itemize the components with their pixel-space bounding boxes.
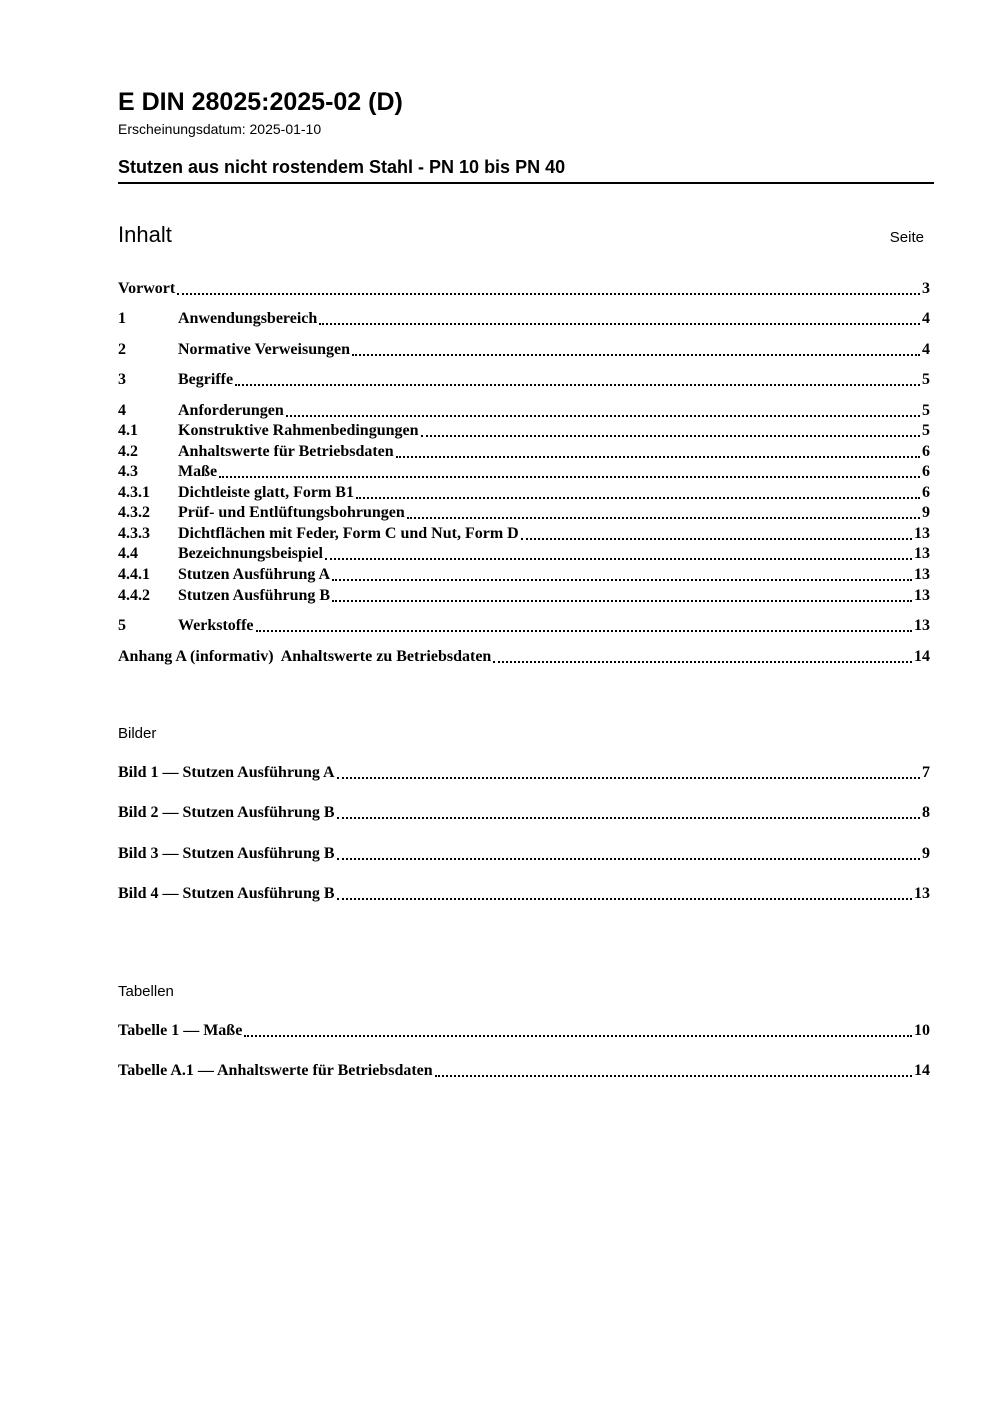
toc-entry-4-4[interactable]	[118, 544, 930, 564]
toc-entry-4[interactable]	[118, 401, 930, 421]
toc-entry-title: Bezeichnungsbeispiel	[178, 545, 323, 562]
leader-dots	[407, 513, 920, 519]
toc-entry-page: 13	[914, 617, 930, 634]
toc-entry-4-3-3[interactable]	[118, 524, 930, 544]
toc-entry-page: 6	[922, 484, 930, 501]
toc-entry-title: Anhaltswerte für Betriebsdaten	[178, 443, 394, 460]
page-column-label: Seite	[889, 229, 924, 246]
toc-entry-number: 4.4	[118, 545, 138, 562]
toc-entry-4-2[interactable]	[118, 442, 930, 462]
toc-entry-page: 13	[914, 587, 930, 604]
toc-entry-page: 14	[914, 648, 930, 665]
publication-date: Erscheinungsdatum: 2025-01-10	[118, 121, 322, 137]
figure-entry-page: 8	[922, 804, 930, 821]
toc-entry-2[interactable]	[118, 340, 930, 360]
toc-heading: Inhalt	[118, 222, 172, 247]
leader-dots	[286, 411, 920, 417]
toc-entry-page: 4	[922, 341, 930, 358]
toc-entry-title: Dichtleiste glatt, Form B1	[178, 484, 354, 501]
figure-entry-4[interactable]	[118, 884, 930, 904]
toc-entry-title: Anwendungsbereich	[178, 310, 318, 327]
toc-entry-number: 3	[118, 371, 126, 388]
toc-entry-title: Vorwort	[118, 280, 176, 297]
figure-entry-page: 7	[922, 764, 930, 781]
toc-entry-title: Normative Verweisungen	[178, 341, 350, 358]
leader-dots	[521, 534, 912, 540]
toc-entry-title: Werkstoffe	[178, 617, 254, 634]
figure-entry-title: Bild 2 — Stutzen Ausführung B	[118, 804, 335, 821]
leader-dots	[319, 319, 920, 325]
figure-entry-title: Bild 4 — Stutzen Ausführung B	[118, 885, 335, 902]
table-entry-title: Tabelle A.1 — Anhaltswerte für Betriebsdaten	[118, 1062, 433, 1079]
leader-dots	[337, 813, 920, 819]
table-entry-a1[interactable]	[118, 1061, 930, 1081]
toc-entry-number: 4.3.2	[118, 504, 150, 521]
toc-entry-1[interactable]	[118, 309, 930, 329]
header-rule	[118, 182, 934, 184]
toc-entry-4-3[interactable]	[118, 462, 930, 482]
toc-entry-page: 13	[914, 545, 930, 562]
toc-entry-number: 4.1	[118, 422, 138, 439]
figure-entry-page: 9	[922, 845, 930, 862]
figure-entry-page: 13	[914, 885, 930, 902]
leader-dots	[396, 452, 920, 458]
toc-entry-number: 4	[118, 402, 126, 419]
toc-entry-number: 2	[118, 341, 126, 358]
leader-dots	[325, 554, 912, 560]
toc-entry-title: Begriffe	[178, 371, 234, 388]
leader-dots	[493, 657, 912, 663]
leader-dots	[244, 1031, 912, 1037]
toc-entry-number: 4.3	[118, 463, 138, 480]
document-subject: Stutzen aus nicht rostendem Stahl - PN 10 bis PN 40	[118, 157, 566, 177]
leader-dots	[219, 472, 920, 478]
leader-dots	[352, 350, 920, 356]
figure-entry-title: Bild 3 — Stutzen Ausführung B	[118, 845, 335, 862]
toc-entry-3[interactable]	[118, 370, 930, 390]
toc-entry-4-1[interactable]	[118, 421, 930, 441]
table-entry-1[interactable]	[118, 1021, 930, 1041]
toc-entry-page: 6	[922, 443, 930, 460]
leader-dots	[337, 773, 920, 779]
toc-entry-number: 1	[118, 310, 126, 327]
toc-entry-title: Dichtflächen mit Feder, Form C und Nut, Form D	[178, 525, 519, 542]
toc-entry-title: Prüf- und Entlüftungsbohrungen	[178, 504, 405, 521]
toc-entry-4-4-2[interactable]	[118, 586, 930, 606]
leader-dots	[256, 626, 912, 632]
leader-dots	[337, 894, 912, 900]
leader-dots	[337, 854, 920, 860]
toc-entry-page: 13	[914, 525, 930, 542]
figure-entry-title: Bild 1 — Stutzen Ausführung A	[118, 764, 335, 781]
table-entry-title: Tabelle 1 — Maße	[118, 1022, 243, 1039]
toc-entry-title: Stutzen Ausführung B	[178, 587, 331, 604]
toc-entry-number: 4.3.3	[118, 525, 150, 542]
figures-heading: Bilder	[118, 725, 157, 742]
figure-entry-3[interactable]	[118, 844, 930, 864]
toc-entry-anhang-a[interactable]	[118, 647, 930, 667]
leader-dots	[421, 431, 921, 437]
toc-entry-5[interactable]	[118, 616, 930, 636]
toc-entry-page: 5	[922, 402, 930, 419]
toc-entry-title: Anforderungen	[178, 402, 284, 419]
document-title: E DIN 28025:2025-02 (D)	[118, 88, 403, 116]
toc-entry-page: 4	[922, 310, 930, 327]
toc-entry-page: 6	[922, 463, 930, 480]
toc-entry-page: 9	[922, 504, 930, 521]
toc-entry-number: 5	[118, 617, 126, 634]
leader-dots	[235, 380, 920, 386]
toc-entry-number: 4.4.1	[118, 566, 150, 583]
toc-entry-title: Stutzen Ausführung A	[178, 566, 331, 583]
table-entry-page: 14	[914, 1062, 930, 1079]
leader-dots	[332, 596, 912, 602]
tables-heading: Tabellen	[118, 983, 174, 1000]
toc-entry-title: Konstruktive Rahmenbedingungen	[178, 422, 419, 439]
leader-dots	[356, 493, 920, 499]
toc-entry-4-3-2[interactable]	[118, 503, 930, 523]
toc-entry-vorwort[interactable]	[118, 279, 930, 299]
toc-entry-title: Maße	[178, 463, 218, 480]
toc-entry-page: 5	[922, 422, 930, 439]
toc-entry-4-3-1[interactable]	[118, 483, 930, 503]
leader-dots	[177, 289, 920, 295]
leader-dots	[332, 575, 912, 581]
toc-entry-4-4-1[interactable]	[118, 565, 930, 585]
toc-entry-page: 5	[922, 371, 930, 388]
figure-entry-1[interactable]	[118, 763, 930, 783]
toc-entry-title: Anhang A (informativ) Anhaltswerte zu Betriebsdaten	[118, 648, 492, 665]
toc-entry-number: 4.2	[118, 443, 138, 460]
toc-entry-number: 4.4.2	[118, 587, 150, 604]
figure-entry-2[interactable]	[118, 803, 930, 823]
toc-entry-page: 13	[914, 566, 930, 583]
toc-entry-number: 4.3.1	[118, 484, 150, 501]
table-entry-page: 10	[914, 1022, 930, 1039]
leader-dots	[435, 1071, 912, 1077]
toc-entry-page: 3	[922, 280, 930, 297]
